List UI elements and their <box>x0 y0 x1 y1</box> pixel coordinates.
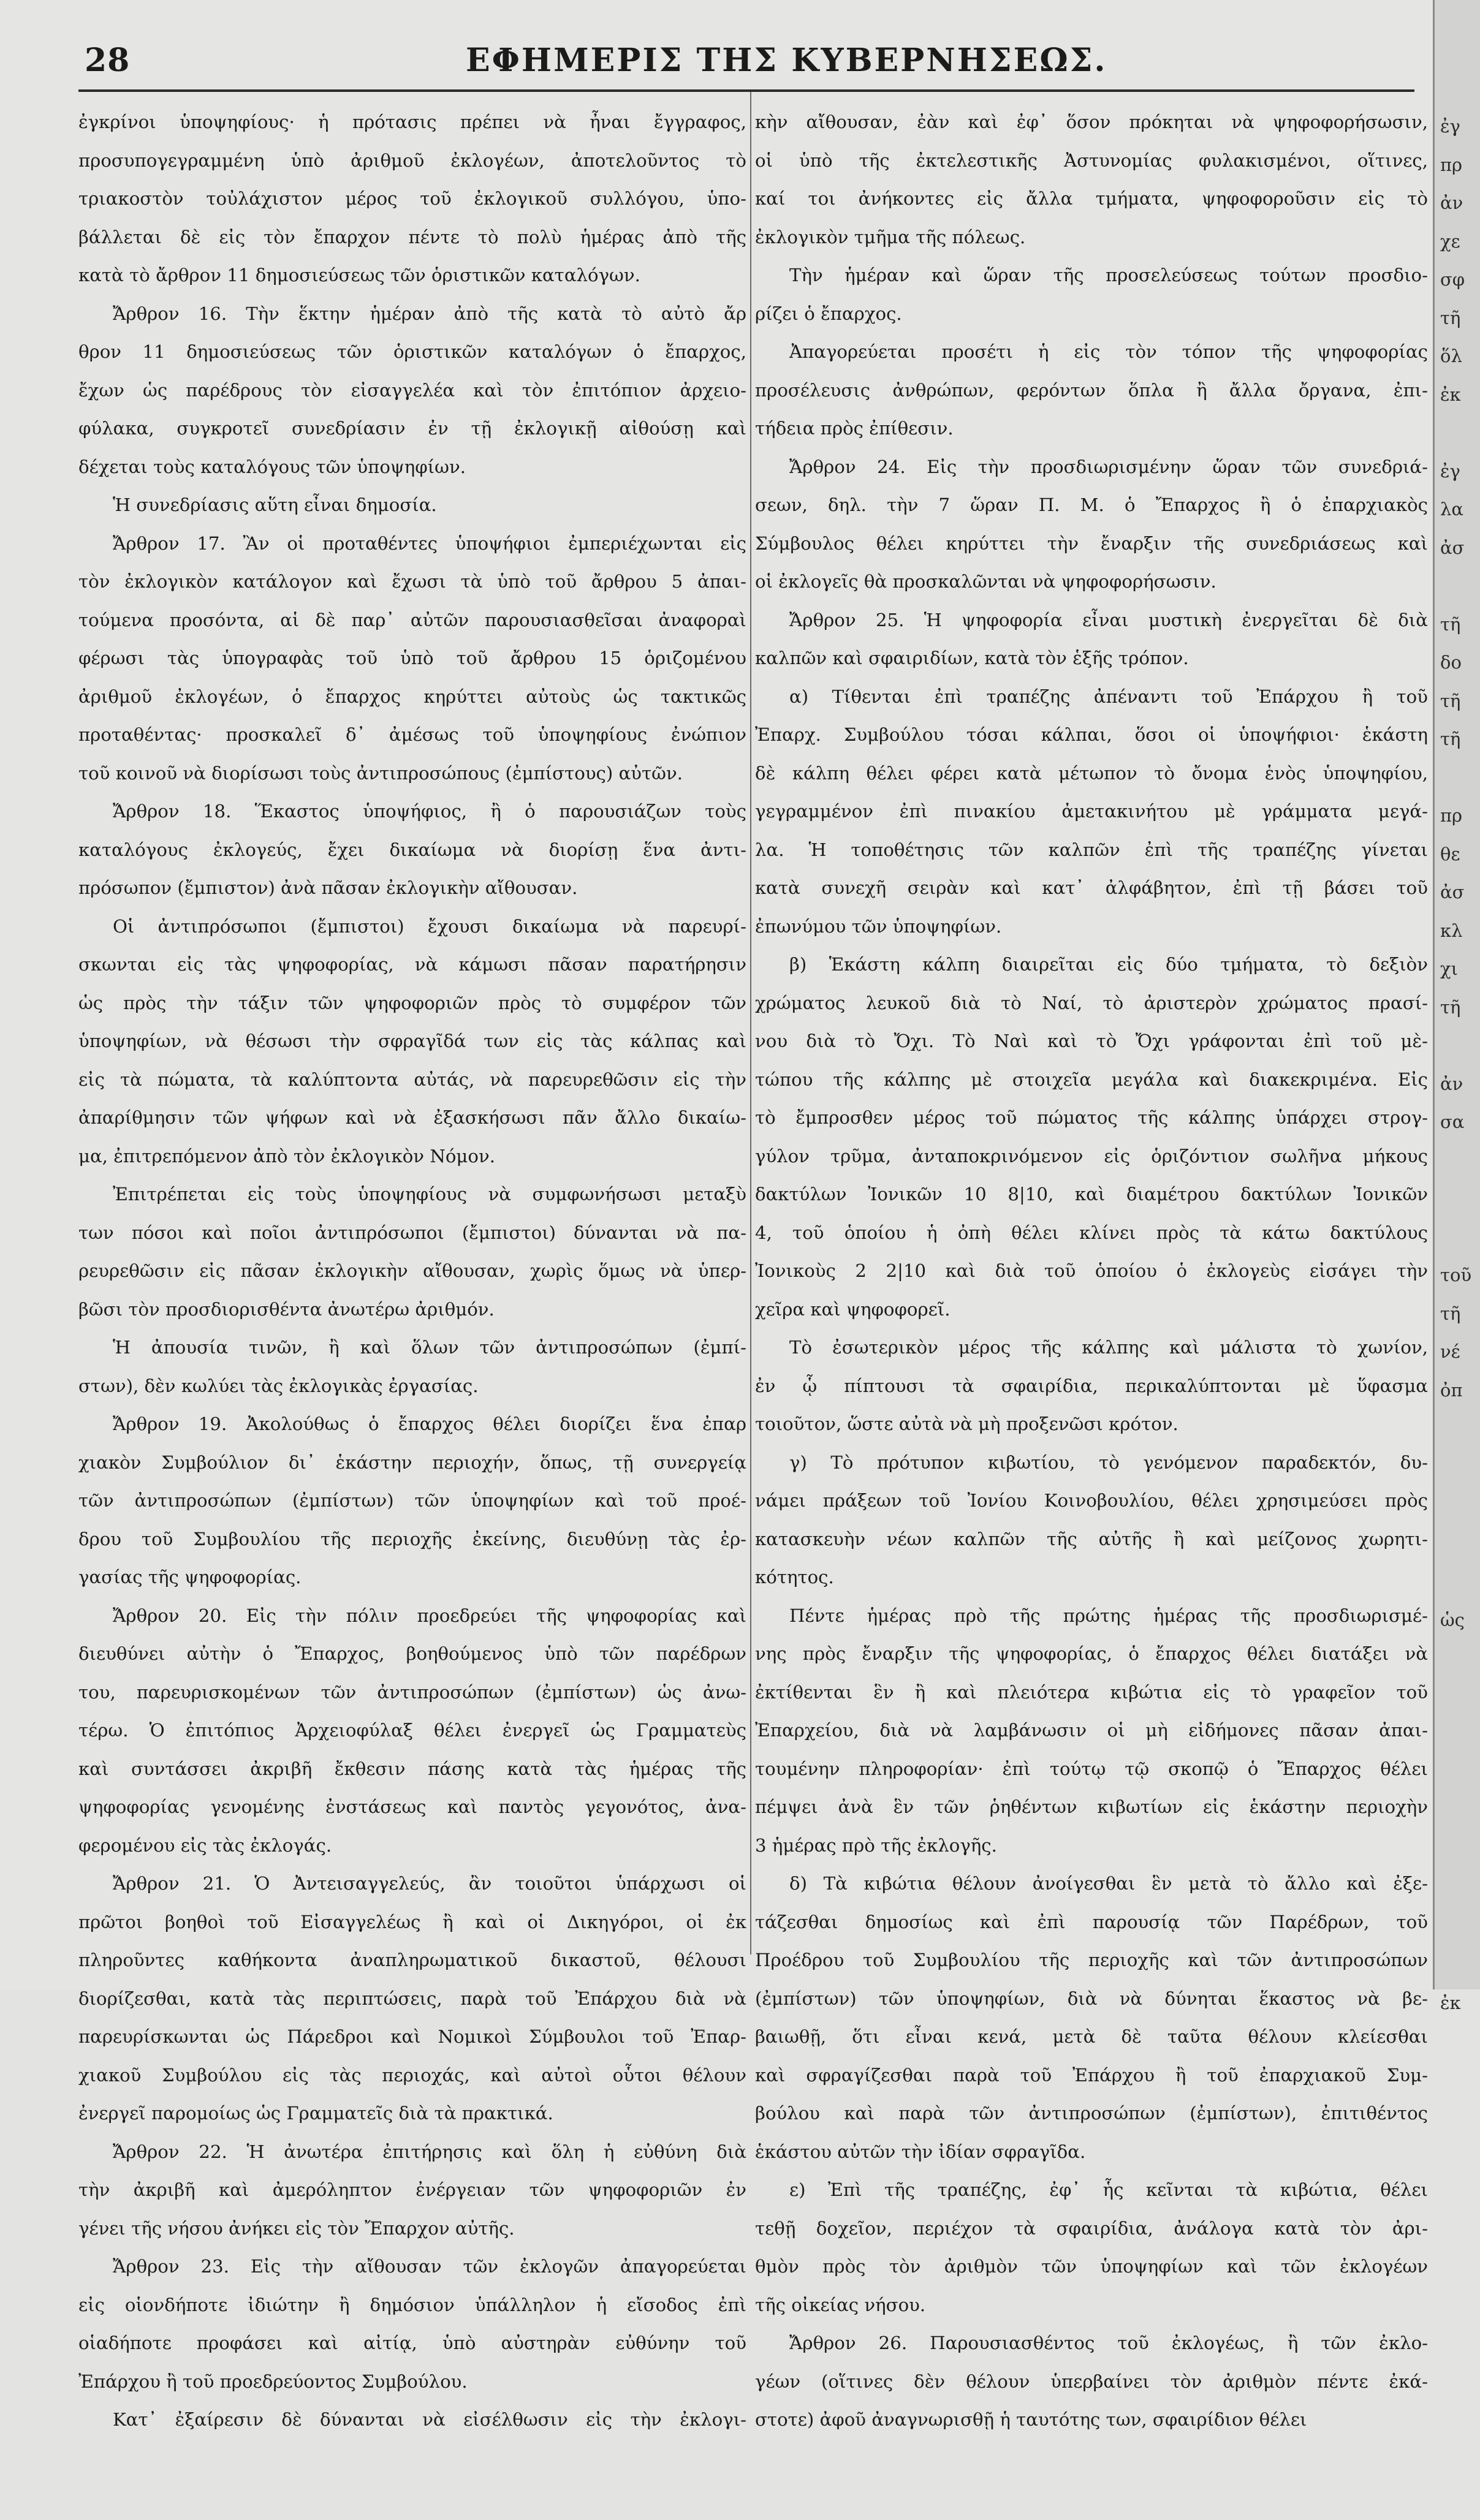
edge-fragment <box>1440 2328 1477 2367</box>
text-line: τὴν ἀκριβῆ καὶ ἀμερόληπτον ἐνέργειαν τῶν ψηφοφοριῶν ἐν <box>78 2179 746 2200</box>
text-line: Ἄρθρον 22. Ἡ ἀνωτέρα ἐπιτήρησις καὶ ὅλη ἡ εὐθύνη διὰ <box>113 2141 746 2162</box>
edge-fragment: πρ <box>1440 805 1463 826</box>
text-line: τέρω. Ὁ ἐπιτόπιος Ἀρχειοφύλαξ θέλει ἐνεργεῖ ὡς Γραμματεὺς <box>78 1720 746 1741</box>
edge-fragment: πρ <box>1440 154 1463 175</box>
edge-fragment: τῆ <box>1440 996 1461 1018</box>
text-line: τριακοστὸν τοὐλάχιστον μέρος τοῦ ἐκλογικοῦ συλλόγου, ὑπο- <box>78 188 746 209</box>
text-line: καὶ συντάσσει ἀκριβῆ ἔκθεσιν πάσης κατὰ τὰς ἡμέρας τῆς <box>78 1758 746 1779</box>
header-rule <box>78 89 1414 92</box>
text-line: θρον 11 δημοσιεύσεως τῶν ὁριστικῶν καταλόγων ὁ ἔπαρχος, <box>78 341 746 362</box>
edge-fragment <box>1440 1639 1477 1678</box>
text-line: φέρωσι τὰς ὑπογραφὰς τοῦ ὑπὸ τοῦ ἄρθρου 15 ὁριζομένου <box>78 648 746 668</box>
adjacent-page-fragments <box>1440 107 1477 2520</box>
edge-fragment <box>1440 1409 1477 1448</box>
text-line: γύλον τρῦμα, ἀνταποκρινόμενον εἰς ὁριζόντιον σωλῆνα μήκους <box>755 1145 1428 1167</box>
text-line: του, παρευρισκομένων τῶν ἀντιπροσώπων (ἐμπίστων) ὡς ἀνω- <box>78 1681 746 1703</box>
text-line: Ἄρθρον 19. Ἀκολούθως ὁ ἔπαρχος θέλει διορίζει ἕνα ἐπαρ <box>113 1413 746 1434</box>
text-line: κότητος. <box>755 1567 834 1587</box>
text-line: Ἄρθρον 17. Ἂν οἱ προταθέντες ὑποψήφιοι ἐμπεριέχωνται εἰς <box>113 532 746 554</box>
edge-fragment: ἀσ <box>1440 882 1465 902</box>
edge-fragment <box>1440 1678 1477 1716</box>
text-line: ἐκτίθενται ἓν ἢ καὶ πλειότερα κιβώτια εἰς τὸ γραφεῖον τοῦ <box>755 1681 1428 1703</box>
text-line: βάλλεται δὲ εἰς τὸν ἔπαρχον πέντε τὸ πολὺ ἡμέρας ἀπὸ τῆς <box>78 226 746 248</box>
text-line: ε) Ἐπὶ τῆς τραπέζης, ἐφ᾽ ἧς κεῖνται τὰ κιβώτια, θέλει <box>789 2179 1428 2200</box>
text-line: γ) Τὸ πρότυπον κιβωτίου, τὸ γενόμενον παραδεκτόν, δυ- <box>789 1451 1428 1473</box>
text-line: πληροῦντες καθήκοντα ἀναπληρωματικοῦ δικαστοῦ, θέλουσι <box>78 1950 746 1970</box>
edge-fragment: ἀν <box>1440 192 1463 213</box>
page-number: 28 <box>85 42 131 79</box>
edge-fragment <box>1440 414 1477 452</box>
text-line: νάμει πράξεων τοῦ Ἰονίου Κοινοβουλίου, θέλει χρησιμεύσει πρὸς <box>755 1490 1428 1511</box>
text-line: εἰς οἱονδήποτε ἰδιώτην ἢ δημόσιον ὑπάλληλον ἡ εἴσοδος ἐπὶ <box>78 2294 746 2315</box>
text-line: Ἄρθρον 16. Τὴν ἕκτην ἡμέραν ἀπὸ τῆς κατὰ τὸ αὐτὸ ἄρ <box>113 303 746 324</box>
edge-fragment: χι <box>1440 958 1458 979</box>
text-line: γένει τῆς νήσου ἀνήκει εἰς τὸν Ἔπαρχον αὐτῆς. <box>78 2217 515 2239</box>
edge-fragment <box>1440 2367 1477 2405</box>
text-line: οἱ ὑπὸ τῆς ἐκτελεστικῆς Ἀστυνομίας φυλακισμένοι, οἵτινες, <box>755 149 1428 171</box>
text-line: Οἱ ἀντιπρόσωποι (ἔμπιστοι) ἔχουσι δικαίωμα νὰ παρευρί- <box>113 915 746 937</box>
text-line: καί τοι ἀνήκοντες εἰς ἄλλα τμήματα, ψηφοφοροῦσιν εἰς τὸ <box>755 188 1428 209</box>
text-line: στων), δὲν κωλύει τὰς ἐκλογικὰς ἐργασίας. <box>78 1375 479 1396</box>
edge-fragment <box>1440 1716 1477 1754</box>
text-line: Προέδρου τοῦ Συμβουλίου τῆς περιοχῆς καὶ τῶν ἀντιπροσώπων <box>755 1950 1428 1970</box>
text-line: καλπῶν καὶ σφαιριδίων, κατὰ τὸν ἑξῆς τρόπον. <box>755 648 1189 668</box>
edge-fragment <box>1440 1945 1477 1984</box>
edge-fragment: ὅλ <box>1440 346 1462 366</box>
edge-fragment <box>1440 1179 1477 1218</box>
text-line: πέμψει ἀνὰ ἓν τῶν ῥηθέντων κιβωτίων εἰς ἑκάστην περιοχὴν <box>755 1796 1428 1817</box>
edge-fragment <box>1440 1562 1477 1601</box>
text-line: τοιοῦτον, ὥστε αὐτὰ νὰ μὴ προξενῶσι κρότον. <box>755 1413 1178 1434</box>
edge-fragment <box>1440 1486 1477 1524</box>
text-line: ἐκλογικὸν τμῆμα τῆς πόλεως. <box>755 226 1026 248</box>
edge-fragment <box>1440 2405 1477 2443</box>
text-line: Ἐπιτρέπεται εἰς τοὺς ὑποψηφίους νὰ συμφωνήσωσι μεταξὺ <box>113 1184 746 1205</box>
text-line: εἰς τὰ πώματα, τὰ καλύπτοντα αὐτάς, νὰ παρευρεθῶσιν εἰς τὴν <box>78 1069 746 1090</box>
text-line: ρευρεθῶσιν εἰς πᾶσαν ἐκλογικὴν αἴθουσαν, χωρὶς ὅμως νὰ ὑπερ- <box>78 1260 746 1281</box>
text-line: καταλόγους ἐκλογεύς, ἔχει δικαίωμα νὰ διορίσῃ ἕνα ἀντι- <box>78 839 746 860</box>
text-line: κατὰ συνεχῆ σειρὰν καὶ κατ᾽ ἀλφάβητον, ἐπὶ τῇ βάσει τοῦ <box>755 877 1428 898</box>
edge-fragment: τῆ <box>1440 613 1461 635</box>
page-title: ΕΦΗΜΕΡΙΣ ΤΗΣ ΚΥΒΕΡΝΗΣΕΩΣ. <box>466 42 1107 79</box>
text-line: Ἡ συνεδρίασις αὕτη εἶναι δημοσία. <box>113 494 437 515</box>
text-line: βούλου καὶ παρὰ τῶν ἀντιπροσώπων (ἐμπίστων), ἐπιτιθέντος <box>755 2103 1428 2124</box>
edge-fragment: τῆ <box>1440 728 1461 749</box>
text-line: φύλακα, συγκροτεῖ συνεδρίασιν ἐν τῇ ἐκλογικῇ αἰθούσῃ καὶ <box>78 418 746 439</box>
edge-fragment: ἐκ <box>1440 1992 1461 2013</box>
edge-fragment: ἐγ <box>1440 116 1460 137</box>
text-line: σεων, δηλ. τὴν 7 ὥραν Π. Μ. ὁ Ἔπαρχος ἢ ὁ ἐπαρχιακὸς <box>755 494 1428 515</box>
text-line: διευθύνει αὐτὴν ὁ Ἔπαρχος, βοηθούμενος ὑπὸ τῶν παρέδρων <box>78 1643 746 1664</box>
edge-fragment: ἐκ <box>1440 384 1461 405</box>
text-line: σκωνται εἰς τὰς ψηφοφορίας, νὰ κάμωσι πᾶσαν παρατήρησιν <box>78 954 746 975</box>
edge-fragment <box>1440 1831 1477 1869</box>
edge-fragment <box>1440 1907 1477 1946</box>
text-line: Ἄρθρον 18. Ἕκαστος ὑποψήφιος, ἢ ὁ παρουσιάζων τοὺς <box>113 801 746 822</box>
text-line: Ἄρθρον 21. Ὁ Ἀντεισαγγελεύς, ἂν τοιοῦτοι ὑπάρχωσι οἱ <box>113 1873 746 1894</box>
edge-fragment: ὡς <box>1440 1609 1465 1630</box>
text-line: τὸν ἐκλογικὸν κατάλογον καὶ ἔχωσι τὰ ὑπὸ τοῦ ἄρθρου 5 ἀπαι- <box>78 571 746 592</box>
edge-fragment <box>1440 2481 1477 2520</box>
text-line: (ἐμπίστων) τῶν ὑποψηφίων, διὰ νὰ δύνηται ἕκαστος νὰ βε- <box>755 1988 1428 2009</box>
text-line: μα, ἐπιτρεπόμενον ἀπὸ τὸν ἐκλογικὸν Νόμον. <box>78 1145 495 1167</box>
text-line: Ἐπάρχου ἢ τοῦ προεδρεύοντος Συμβούλου. <box>78 2371 468 2392</box>
edge-fragment <box>1440 2175 1477 2214</box>
text-line: γέων (οἵτινες δὲν θέλουν ὑπερβαίνει τὸν ἀριθμὸν πέντε ἐκά- <box>755 2371 1428 2392</box>
edge-fragment: τῆ <box>1440 1303 1461 1324</box>
edge-fragment <box>1440 2098 1477 2137</box>
text-line: ἐν ᾧ πίπτουσι τὰ σφαιρίδια, περικαλύπτονται μὲ ὕφασμα <box>755 1375 1428 1396</box>
text-line: ἐνεργεῖ παρομοίως ὡς Γραμματεῖς διὰ τὰ πρακτικά. <box>78 2103 553 2124</box>
text-line: τουμένην πληροφορίαν· ἐπὶ τούτῳ τῷ σκοπῷ ὁ Ἔπαρχος θέλει <box>755 1758 1428 1779</box>
text-line: α) Τίθενται ἐπὶ τραπέζης ἀπέναντι τοῦ Ἐπάρχου ἢ τοῦ <box>789 686 1428 707</box>
left-column <box>78 103 746 2439</box>
text-line: Ἐπαρχείου, διὰ νὰ λαμβάνωσιν οἱ μὴ εἰδήμονες πᾶσαν ἀπαι- <box>755 1720 1428 1741</box>
edge-fragment: θε <box>1440 843 1460 865</box>
edge-fragment: σα <box>1440 1111 1465 1132</box>
text-line: Σύμβουλος θέλει κηρύττει τὴν ἔναρξιν τῆς συνεδριάσεως καὶ <box>755 532 1428 554</box>
text-line: χρώματος λευκοῦ διὰ τὸ Ναί, τὸ ἀριστερὸν χρώματος πρασί- <box>755 992 1428 1013</box>
text-line: Πέντε ἡμέρας πρὸ τῆς πρώτης ἡμέρας τῆς προσδιωρισμέ- <box>789 1605 1428 1626</box>
text-line: οἱ ἐκλογεῖς θὰ προσκαλῶνται νὰ ψηφοφορήσωσιν. <box>755 571 1216 592</box>
text-line: Κατ᾽ ἐξαίρεσιν δὲ δύνανται νὰ εἰσέλθωσιν εἰς τὴν ἐκλογι- <box>113 2409 746 2430</box>
text-line: διορίζεσθαι, κατὰ τὰς περιπτώσεις, παρὰ τοῦ Ἐπάρχου διὰ νὰ <box>78 1988 746 2009</box>
edge-fragment: τῆ <box>1440 690 1461 711</box>
text-line: Ἄρθρον 25. Ἡ ψηφοφορία εἶναι μυστικὴ ἐνεργεῖται δὲ διὰ <box>789 609 1428 630</box>
text-line: δ) Τὰ κιβώτια θέλουν ἀνοίγεσθαι ἓν μετὰ τὸ ἄλλο καὶ ἐξε- <box>789 1873 1428 1894</box>
text-line: ἔχων ὡς παρέδρους τὸν εἰσαγγελέα καὶ τὸν ἐπιτόπιον ἀρχειο- <box>78 379 746 401</box>
edge-fragment <box>1440 2252 1477 2290</box>
text-line: Ἄρθρον 26. Παρουσιασθέντος τοῦ ἐκλογέως, ἢ τῶν ἐκλο- <box>789 2333 1428 2353</box>
text-line: Ἰονικοὺς 2 2|10 καὶ διὰ τοῦ ὁποίου ὁ ἐκλογεὺς εἰσάγει τὴν <box>755 1260 1428 1281</box>
edge-fragment <box>1440 2137 1477 2176</box>
text-line: νης πρὸς ἔναρξιν τῆς ψηφοφορίας, ὁ ἔπαρχος θέλει διατάξει νὰ <box>755 1643 1428 1664</box>
edge-fragment <box>1440 1869 1477 1907</box>
text-line: 4, τοῦ ὁποίου ἡ ὀπὴ θέλει κλίνει πρὸς τὰ κάτω δακτύλους <box>755 1222 1428 1243</box>
edge-fragment <box>1440 759 1477 797</box>
text-line: οἱαδήποτε προφάσει καὶ αἰτίᾳ, ὑπὸ αὐστηρὰν εὐθύνην τοῦ <box>78 2333 746 2353</box>
text-line: πρόσωπον (ἔμπιστον) ἀνὰ πᾶσαν ἐκλογικὴν αἴθουσαν. <box>78 877 578 898</box>
edge-fragment <box>1440 2060 1477 2099</box>
column-divider <box>750 92 751 1954</box>
text-line: προσέλευσις ἀνθρώπων, φερόντων ὅπλα ἢ ἄλλα ὄργανα, ἐπι- <box>755 379 1428 401</box>
edge-fragment: ἐγ <box>1440 460 1460 482</box>
edge-fragment: λα <box>1440 499 1463 520</box>
edge-fragment: χε <box>1440 230 1460 252</box>
text-line: τώπου τῆς κάλπης μὲ στοιχεῖα μεγάλα καὶ διακεκριμένα. Εἰς <box>755 1069 1428 1090</box>
text-line: βαιωθῇ, ὅτι εἶναι κενά, μετὰ δὲ ταῦτα θέλουν κλείεσθαι <box>755 2026 1428 2047</box>
text-line: γεγραμμένον ἐπὶ πινακίου ἀμετακινήτου μὲ γράμματα μεγά- <box>755 801 1428 822</box>
text-line: γασίας τῆς ψηφοφορίας. <box>78 1567 302 1587</box>
text-line: ἀριθμοῦ ἐκλογέων, ὁ ἔπαρχος κηρύττει αὐτοὺς ὡς τακτικῶς <box>78 686 746 707</box>
text-line: χεῖρα καὶ ψηφοφορεῖ. <box>755 1298 951 1320</box>
right-column <box>755 103 1428 2439</box>
text-line: Ἄρθρον 23. Εἰς τὴν αἴθουσαν τῶν ἐκλογῶν ἀπαγορεύεται <box>113 2256 746 2277</box>
text-line: ἑκάστου αὐτῶν τὴν ἰδίαν σφραγῖδα. <box>755 2141 1086 2162</box>
text-line: β) Ἑκάστη κάλπη διαιρεῖται εἰς δύο τμήματα, τὸ δεξιὸν <box>789 954 1428 975</box>
text-line: καὶ σφραγίζεσθαι παρὰ τοῦ Ἐπάρχου ἢ τοῦ ἐπαρχιακοῦ Συμ- <box>755 2064 1428 2086</box>
edge-fragment <box>1440 567 1477 605</box>
edge-fragment: κλ <box>1440 920 1463 941</box>
edge-fragment: τοῦ <box>1440 1265 1472 1285</box>
text-line: τάζεσθαι δημοσίως καὶ ἐπὶ παρουσίᾳ τῶν Παρέδρων, τοῦ <box>755 1911 1428 1932</box>
text-line: προταθέντας· προσκαλεῖ δ᾽ ἀμέσως τοῦ ὑποψηφίους ἐνώπιον <box>78 724 746 745</box>
text-line: τῆς οἰκείας νήσου. <box>755 2294 926 2315</box>
text-line: ρίζει ὁ ἔπαρχος. <box>755 303 902 324</box>
edge-fragment <box>1440 1218 1477 1257</box>
text-line: προσυπογεγραμμένη ὑπὸ ἀριθμοῦ ἐκλογέων, ἀποτελοῦντος τὸ <box>78 149 746 171</box>
text-line: φερομένου εἰς τὰς ἐκλογάς. <box>78 1834 332 1856</box>
text-line: θμὸν πρὸς τὸν ἀριθμὸν τῶν ὑποψηφίων καὶ τῶν ἐκλογέων <box>755 2256 1428 2277</box>
text-line: δὲ κάλπη θέλει φέρει κατὰ μέτωπον τὸ ὄνομα ἑνὸς ὑποψηφίου, <box>755 762 1428 784</box>
text-line: των πόσοι καὶ ποῖοι ἀντιπρόσωποι (ἔμπιστοι) δύνανται νὰ πα- <box>78 1222 746 1243</box>
text-line: ἐγκρίνοι ὑποψηφίους· ἡ πρότασις πρέπει νὰ ἦναι ἔγγραφος, <box>78 112 746 132</box>
text-line: στοτε) ἀφοῦ ἀναγνωρισθῇ ἡ ταυτότης των, σφαιρίδιον θέλει <box>755 2409 1307 2430</box>
text-line: Ἄρθρον 24. Εἰς τὴν προσδιωρισμένην ὥραν τῶν συνεδριά- <box>789 456 1428 477</box>
edge-fragment: ἀν <box>1440 1073 1463 1094</box>
text-line: ὑποψηφίων, νὰ θέσωσι τὴν σφραγῖδά των εἰς τὰς κάλπας καὶ <box>78 1031 746 1051</box>
edge-fragment <box>1440 2022 1477 2060</box>
text-line: κὴν αἴθουσαν, ἐὰν καὶ ἐφ᾽ ὅσον πρόκηται νὰ ψηφοφορήσωσιν, <box>755 112 1428 132</box>
text-line: λα. Ἡ τοποθέτησις τῶν καλπῶν ἐπὶ τῆς τραπέζης γίνεται <box>755 839 1428 860</box>
text-line: βῶσι τὸν προσδιορισθέντα ἀνωτέρω ἀριθμόν. <box>78 1298 495 1320</box>
edge-fragment <box>1440 1141 1477 1180</box>
text-line: ἐπωνύμου τῶν ὑποψηφίων. <box>755 915 1002 937</box>
edge-fragment <box>1440 1754 1477 1793</box>
text-line: τὸ ἔμπροσθεν μέρος τοῦ πώματος τῆς κάλπης ὑπάρχει στρογ- <box>755 1107 1428 1128</box>
text-line: πρῶτοι βοηθοὶ τοῦ Εἰσαγγελέως ἢ καὶ οἱ Δικηγόροι, οἱ ἐκ <box>78 1911 746 1932</box>
text-line: Ἀπαγορεύεται προσέτι ἡ εἰς τὸν τόπον τῆς ψηφοφορίας <box>789 341 1428 362</box>
edge-fragment: ὀπ <box>1440 1379 1463 1401</box>
text-line: Ἄρθρον 20. Εἰς τὴν πόλιν προεδρεύει τῆς ψηφοφορίας καὶ <box>113 1605 746 1626</box>
text-line: 3 ἡμέρας πρὸ τῆς ἐκλογῆς. <box>755 1834 997 1856</box>
edge-fragment: ἀσ <box>1440 537 1465 558</box>
text-line: κατασκευὴν νέων καλπῶν τῆς αὐτῆς ἢ καὶ μείζονος χωρητι- <box>755 1528 1428 1549</box>
edge-fragment <box>1440 2214 1477 2252</box>
text-line: δέχεται τοὺς καταλόγους τῶν ὑποψηφίων. <box>78 456 466 477</box>
text-line: χιακοῦ Συμβούλου εἰς τὰς περιοχάς, καὶ αὐτοὶ οὗτοι θέλουν <box>78 2064 746 2086</box>
edge-fragment: δο <box>1440 652 1462 673</box>
text-line: νου διὰ τὸ Ὄχι. Τὸ Ναὶ καὶ τὸ Ὄχι γράφονται ἐπὶ τοῦ μὲ- <box>755 1031 1428 1051</box>
edge-fragment <box>1440 1792 1477 1831</box>
text-line: τήδεια πρὸς ἐπίθεσιν. <box>755 418 954 439</box>
text-line: τῶν ἀντιπροσώπων (ἐμπίστων) τῶν ὑποψηφίων καὶ τοῦ προέ- <box>78 1490 746 1511</box>
edge-fragment: νέ <box>1440 1341 1460 1362</box>
edge-fragment <box>1440 1448 1477 1486</box>
text-line: Τὸ ἐσωτερικὸν μέρος τῆς κάλπης καὶ μάλιστα τὸ χωνίον, <box>789 1337 1428 1358</box>
edge-fragment <box>1440 1524 1477 1563</box>
text-line: τούμενα προσόντα, αἱ δὲ παρ᾽ αὐτῶν παρουσιασθεῖσαι ἀναφοραὶ <box>78 609 746 630</box>
text-line: Τὴν ἡμέραν καὶ ὥραν τῆς προσελεύσεως τούτων προσδιο- <box>789 265 1428 286</box>
edge-fragment: τῆ <box>1440 307 1461 328</box>
edge-fragment <box>1440 1026 1477 1065</box>
edge-fragment: σφ <box>1440 269 1465 290</box>
text-line: δακτύλων Ἰονικῶν 10 8|10, καὶ διαμέτρου δακτύλων Ἰονικῶν <box>755 1184 1428 1205</box>
edge-fragment <box>1440 2443 1477 2482</box>
text-line: τοῦ κοινοῦ νὰ διορίσωσι τοὺς ἀντιπροσώπους (ἐμπίστους) αὐτῶν. <box>78 762 683 784</box>
text-line: ὡς πρὸς τὴν τάξιν τῶν ψηφοφοριῶν πρὸς τὸ συμφέρον τῶν <box>78 992 746 1013</box>
text-line: κατὰ τὸ ἄρθρον 11 δημοσιεύσεως τῶν ὁριστικῶν καταλόγων. <box>78 265 640 286</box>
text-line: ἀπαρίθμησιν τῶν ψήφων καὶ νὰ ἐξασκήσωσι πᾶν ἄλλο δικαίω- <box>78 1107 746 1128</box>
text-line: τεθῇ δοχεῖον, περιέχον τὰ σφαιρίδια, ἀνάλογα κατὰ τὸν ἀρι- <box>755 2217 1428 2239</box>
edge-fragment <box>1440 2290 1477 2329</box>
text-line: δρου τοῦ Συμβουλίου τῆς περιοχῆς ἐκείνης, διευθύνῃ τὰς ἐρ- <box>78 1528 746 1549</box>
text-line: παρευρίσκωνται ὡς Πάρεδροι καὶ Νομικοὶ Σύμβουλοι τοῦ Ἐπαρ- <box>78 2026 746 2047</box>
text-line: χιακὸν Συμβούλιον δι᾽ ἑκάστην περιοχήν, ὅπως, τῇ συνεργείᾳ <box>78 1451 746 1473</box>
text-line: Ἡ ἀπουσία τινῶν, ἢ καὶ ὅλων τῶν ἀντιπροσώπων (ἐμπί- <box>113 1337 746 1358</box>
text-line: ψηφοφορίας γενομένης ἐνστάσεως καὶ παντὸς γεγονότος, ἀνα- <box>78 1796 746 1817</box>
text-line: Ἐπαρχ. Συμβούλου τόσαι κάλπαι, ὅσοι οἱ ὑποψήφιοι· ἑκάστη <box>755 724 1428 745</box>
